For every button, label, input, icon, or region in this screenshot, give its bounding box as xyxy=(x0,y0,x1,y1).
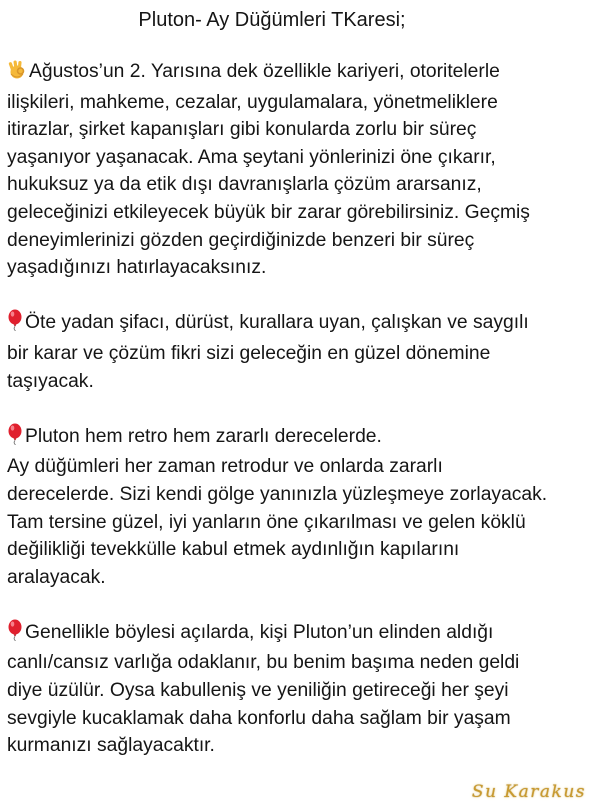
paragraph-4 xyxy=(7,619,599,760)
paragraph-line: değilikliği tevekkülle kabul etmek aydınlığın kapılarını xyxy=(7,539,460,561)
paragraph-line: yaşadığınızı hatırlayacaksınız. xyxy=(7,257,267,279)
paragraph-line: diye üzülür. Oysa kabulleniş ve yeniliğin getireceği her şeyi xyxy=(7,680,509,702)
paragraph-line: Öte yadan şifacı, dürüst, kurallara uyan, çalışkan ve saygılı xyxy=(7,309,599,340)
paragraph-line: Ağustos’un 2. Yarısına dek özellikle kariyeri, otoritelerle xyxy=(7,58,599,89)
document-body xyxy=(7,58,599,787)
paragraph-1 xyxy=(7,58,599,282)
paragraph-line: taşıyacak. xyxy=(7,370,94,392)
page-title: Pluton- Ay Düğümleri TKaresi; xyxy=(138,9,406,31)
paragraph-line: Genellikle böylesi açılarda, kişi Pluton’un elinden aldığı xyxy=(7,619,599,650)
paragraph-line: bir karar ve çözüm fikri sizi geleceğin en güzel dönemine xyxy=(7,342,491,364)
paragraph-line: deneyimlerinizi gözden geçirdiğinizde benzeri bir süreç xyxy=(7,229,475,251)
red-balloon-icon xyxy=(7,309,23,340)
red-balloon-icon xyxy=(7,619,23,650)
red-balloon-icon xyxy=(7,423,23,454)
paragraph-line: sevgiyle kucaklamak daha konforlu daha sağlam bir yaşam xyxy=(7,707,511,729)
ok-hand-icon xyxy=(7,59,27,89)
paragraph-line: ilişkileri, mahkeme, cezalar, uygulamalara, yönetmeliklere xyxy=(7,91,498,113)
paragraph-line: Tam tersine güzel, iyi yanların öne çıkarılması ve gelen köklü xyxy=(7,511,526,533)
paragraph-line: yaşanıyor yaşanacak. Ama şeytani yönlerinizi öne çıkarır, xyxy=(7,146,496,168)
paragraph-line: itirazlar, şirket kapanışları gibi konularda zorlu bir süreç xyxy=(7,119,477,141)
paragraph-line: aralayacak. xyxy=(7,566,106,588)
paragraph-line: derecelerde. Sizi kendi gölge yanınızla yüzleşmeye zorlayacak. xyxy=(7,483,548,505)
paragraph-line: kurmanızı sağlayacaktır. xyxy=(7,735,215,757)
paragraph-3 xyxy=(7,423,599,592)
paragraph-line: Ay düğümleri her zaman retrodur ve onlarda zararlı xyxy=(7,456,443,478)
paragraph-2 xyxy=(7,309,599,395)
paragraph-line: canlı/cansız varlığa odaklanır, bu benim başıma neden geldi xyxy=(7,652,520,674)
paragraph-line: Pluton hem retro hem zararlı derecelerde. xyxy=(7,423,599,454)
paragraph-line: hukuksuz ya da etik dışı davranışlarla çözüm ararsanız, xyxy=(7,174,482,196)
paragraph-line: geleceğinizi etkileyecek büyük bir zarar görebilirsiniz. Geçmiş xyxy=(7,201,530,223)
author-watermark: Su Karakus xyxy=(471,782,586,802)
